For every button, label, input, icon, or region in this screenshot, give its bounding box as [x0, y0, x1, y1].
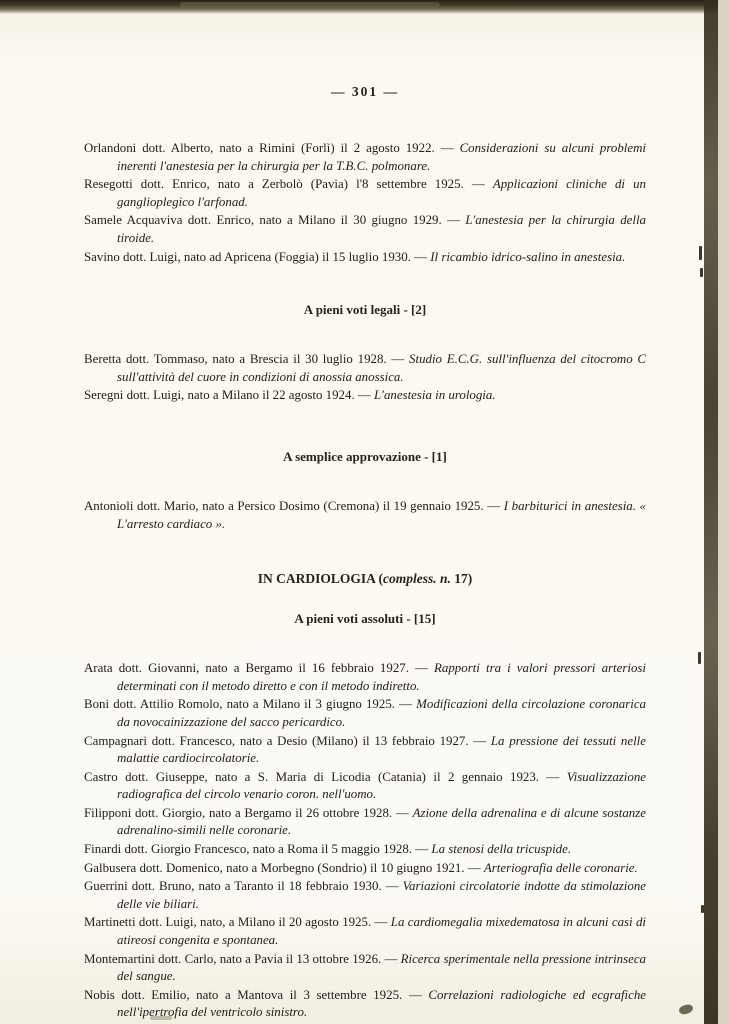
scan-speck [699, 246, 702, 260]
section-heading: A semplice approvazione - [1] [283, 448, 447, 464]
page-content [84, 0, 646, 1023]
doctorate-entry [84, 660, 646, 695]
entry-thesis-title: Variazioni circolatorie indotte da stimolazione delle vie biliari. [117, 879, 646, 911]
scan-speck [698, 652, 701, 664]
doctorate-entry [84, 733, 646, 768]
entry-text: Filipponi dott. Giorgio, nato a Bergamo il 26 ottobre 1928. — [84, 805, 413, 820]
doctorate-entry [84, 249, 646, 267]
entry-thesis-title: Studio E.C.G. sull'influenza del citocromo C sull'attività del cuore in condizioni di anossia anossica. [117, 352, 646, 384]
entry-thesis-title: La stenosi della tricuspide. [431, 842, 572, 857]
entry-thesis-title: Rapporti tra i valori pressori arteriosi determinati con il metodo diretto e con il metodo indiretto. [117, 661, 646, 693]
scan-speck [701, 905, 704, 913]
doctorate-entry [84, 987, 646, 1022]
entry-text: Finardi dott. Giorgio Francesco, nato a Roma il 5 maggio 1928. — [84, 842, 432, 857]
entry-thesis-title: L'anestesia in urologia. [374, 388, 496, 403]
doctorate-entry [84, 951, 646, 986]
entry-text: Arata dott. Giovanni, nato a Bergamo il 16 febbraio 1927. — [84, 661, 435, 676]
section-pieni-voti-legali [84, 302, 646, 405]
entry-text: Galbusera dott. Domenico, nato a Morbegno (Sondrio) il 10 giugno 1921. — [84, 860, 484, 875]
doctorate-entry [84, 860, 646, 878]
doctorate-entry [84, 140, 646, 175]
entry-text: Martinetti dott. Luigi, nato, a Milano il 20 agosto 1925. — [84, 915, 391, 930]
doctorate-entry [84, 212, 646, 247]
section-heading: A pieni voti legali - [2] [303, 302, 427, 318]
chapter-heading-lead: IN CARDIOLOGIA ( [257, 571, 383, 587]
entry-thesis-title: Considerazioni su alcuni problemi inerenti l'anestesia per la chirurgia per la T.B.C. polmonare. [117, 141, 646, 173]
page-number: — 301 — [331, 84, 399, 99]
chapter-heading-count: 17) [450, 571, 473, 587]
doctorate-entry [84, 696, 646, 731]
entry-thesis-title: I barbiturici in anestesia. « L'arresto cardiaco ». [117, 498, 647, 531]
entry-thesis-title: Arteriografia delle coronarie. [483, 860, 638, 875]
entry-thesis-title: La cardiomegalia mixedematosa in alcuni casi di atireosi congenita e spontanea. [117, 915, 646, 948]
scan-speck [678, 1004, 694, 1016]
entry-thesis-title: Azione della adrenalina e di alcune sostanze adrenalino-simili nelle coronarie. [117, 805, 646, 838]
entry-thesis-title: L'anestesia per la chirurgia della tiroide. [117, 213, 646, 245]
doctorate-entry [84, 805, 646, 840]
section-continuation [84, 140, 646, 266]
doctorate-entry [84, 914, 646, 949]
page-edge [718, 0, 729, 1024]
entry-text: Nobis dott. Emilio, nato a Mantova il 3 settembre 1925. — [84, 987, 429, 1002]
entry-text: Campagnari dott. Francesco, nato a Desio (Milano) il 13 febbraio 1927. — [84, 733, 491, 748]
entry-text: Beretta dott. Tommaso, nato a Brescia il 30 luglio 1928. — [84, 352, 410, 367]
entry-thesis-title: Ricerca sperimentale nella pressione intrinseca del sangue. [117, 951, 646, 984]
doctorate-entry [84, 176, 646, 211]
entry-thesis-title: Visualizzazione radiografica del circolo venario coron. nell'uomo. [117, 769, 646, 802]
entry-text: Castro dott. Giuseppe, nato a S. Maria di Licodia (Catania) il 2 gennaio 1923. — [84, 769, 567, 784]
entry-thesis-title: La pressione dei tessuti nelle malattie cardiocircolatorie. [117, 733, 646, 766]
entry-text: Boni dott. Attilio Romolo, nato a Milano il 3 giugno 1925. — [84, 697, 417, 712]
entry-text: Samele Acquaviva dott. Enrico, nato a Milano il 30 giugno 1929. — [84, 213, 466, 228]
doctorate-entry [84, 351, 646, 386]
entry-thesis-title: Il ricambio idrico-salino in anestesia. [430, 249, 626, 264]
entry-text: Savino dott. Luigi, nato ad Apricena (Foggia) il 15 luglio 1930. — [84, 249, 431, 264]
doctorate-entry [84, 878, 646, 913]
scan-speck [700, 268, 703, 277]
entry-text: Antonioli dott. Mario, nato a Persico Dosimo (Cremona) il 19 gennaio 1925. — [84, 498, 504, 513]
doctorate-entry [84, 387, 646, 405]
scan-artifact-right-band [704, 0, 718, 1024]
entry-text: Seregni dott. Luigi, nato a Milano il 22 agosto 1924. — [84, 388, 375, 403]
doctorate-entry [84, 769, 646, 804]
entry-thesis-title: Correlazioni radiologiche ed ecgrafiche nell'ipertrofia del ventricolo sinistro. [117, 987, 647, 1020]
entry-thesis-title: Applicazioni cliniche di un ganglioplegico l'arfonad. [117, 177, 646, 209]
chapter-heading-cardiologia [84, 571, 646, 587]
section-semplice-approvazione [84, 449, 646, 533]
section-heading: A pieni voti assoluti - [15] [294, 611, 436, 627]
section-pieni-voti-assoluti [84, 611, 646, 1022]
doctorate-entry [84, 498, 646, 533]
entry-text: Orlandoni dott. Alberto, nato a Rimini (Forlì) il 2 agosto 1922. — [84, 141, 460, 155]
entry-text: Montemartini dott. Carlo, nato a Pavia il 13 ottobre 1926. — [84, 951, 401, 966]
entry-text: Guerrini dott. Bruno, nato a Taranto il 18 febbraio 1930. — [84, 879, 403, 894]
entry-text: Resegotti dott. Enrico, nato a Zerbolò (Pavia) l'8 settembre 1925. — [84, 177, 493, 192]
entry-thesis-title: Modificazioni della circolazione coronarica da novocainizzazione del sacco pericardico. [117, 697, 646, 729]
chapter-heading-note: compless. n. [383, 571, 451, 587]
doctorate-entry [84, 841, 646, 859]
